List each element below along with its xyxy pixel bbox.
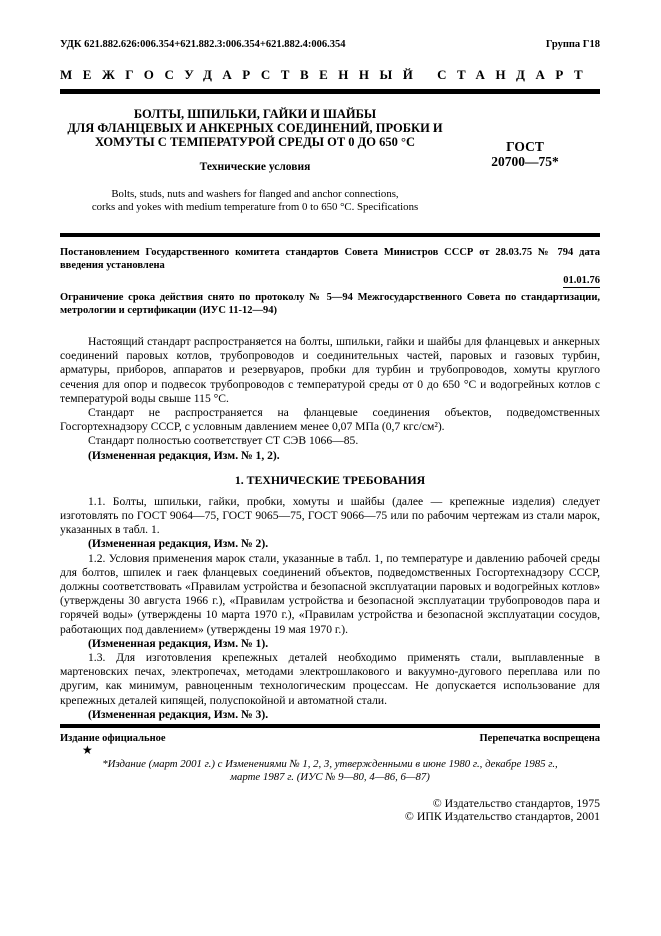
title-line-1: БОЛТЫ, ШПИЛЬКИ, ГАЙКИ И ШАЙБЫ [133, 107, 377, 121]
limitation-paragraph: Ограничение срока действия снято по протоколу № 5—94 Межгосударственного Совета по стандартизации, метрологии и сертификации (ИУС 11-12—94) [60, 292, 600, 316]
document-body [60, 335, 600, 722]
document-title [60, 107, 450, 149]
copyright-1975: © Издательство стандартов, 1975 [432, 795, 600, 810]
title-column [60, 107, 450, 214]
standard-designation [450, 107, 600, 214]
udk-classification: УДК 621.882.626:006.354+621.882.3:006.354+621.882.4:006.354 [60, 39, 346, 50]
copyright-block [60, 797, 600, 823]
scope-paragraph-1: Настоящий стандарт распространяется на болты, шпильки, гайки и шайбы для фланцевых и анкерных соединений паровых котлов, трубопроводов и соединительных частей, паровых и газовых турбин, арматуры, приборов, аппаратов и резервуаров, пробки для турбин и трубопроводов, хомуты круглого сечения для опор и подвесок трубопроводов с температурой среды от 0 до 650 °С и водогрейных котлов с температурой воды свыше 115 °С. [60, 335, 600, 405]
official-edition-label: Издание официальное [60, 733, 166, 744]
scope-paragraph-2: Стандарт не распространяется на фланцевые соединения объектов, подведомственных Госгортехнадзору СССР, с условным давлением менее 0,07 МПа (0,7 кгс/см²). [60, 406, 600, 434]
title-line-3: ХОМУТЫ С ТЕМПЕРАТУРОЙ СРЕДЫ ОТ 0 ДО 650 °С [94, 135, 416, 149]
clause-1-2-amendment: (Измененная редакция, Изм. № 1). [88, 636, 269, 650]
title-line-2: ДЛЯ ФЛАНЦЕВЫХ И АНКЕРНЫХ СОЕДИНЕНИЙ, ПРОБКИ И [67, 121, 443, 135]
english-title-line-1: Bolts, studs, nuts and washers for flanged and anchor connections, [111, 188, 399, 200]
footer-divider [60, 724, 600, 728]
document-subtitle: Технические условия [199, 161, 311, 173]
effective-date-line [60, 274, 600, 287]
header-divider [60, 89, 600, 94]
english-title-line-2: corks and yokes with medium temperature from 0 to 650 °C. Specifications [91, 201, 419, 213]
english-title [60, 188, 450, 214]
reprint-prohibited-label: Перепечатка воспрещена [479, 733, 600, 744]
title-section [60, 107, 600, 214]
scope-paragraph-3: Стандарт полностью соответствует СТ СЭВ 1066—85. [88, 434, 359, 448]
section-1-heading: 1. ТЕХНИЧЕСКИЕ ТРЕБОВАНИЯ [234, 472, 426, 487]
gost-label: ГОСТ [506, 139, 544, 154]
enactment-block [60, 247, 600, 317]
clause-1-2: 1.2. Условия применения марок стали, указанные в табл. 1, по температуре и давлению рабочей среды для болтов, шпилек и гаек фланцевых соединений объектов, подведомственных Госгортехнадзору СССР, должны соответствовать «Правилам устройства и безопасной эксплуатации паровых и водогрейных котлов» (утверждены 30 августа 1966 г.), «Правилам устройства и безопасной эксплуатации трубопроводов пара и горячей воды» (утверждены 10 марта 1970 г.), «Правилам устройства и безопасной эксплуатации сосудов, работающих под давлением» (утверждены 19 мая 1970 г.). [60, 551, 600, 636]
classification-row [60, 38, 600, 51]
footnote-star-icon: ★ [82, 743, 93, 757]
footer-notices-row [60, 732, 600, 745]
effective-date: 01.01.76 [563, 275, 600, 286]
scope-amendment-note: (Измененная редакция, Изм. № 1, 2). [88, 448, 280, 462]
gost-number: 20700—75* [491, 154, 559, 169]
page-footer [60, 724, 600, 823]
copyright-2001: © ИПК Издательство стандартов, 2001 [404, 808, 600, 823]
clause-1-1: 1.1. Болты, шпильки, гайки, пробки, хомуты и шайбы (далее — крепежные изделия) следует изготовлять по ГОСТ 9064—75, ГОСТ 9065—75, ГОСТ 9066—75 или по рабочим чертежам из стали марок, указанных в табл. 1. [60, 494, 600, 537]
clause-1-1-amendment: (Измененная редакция, Изм. № 2). [88, 537, 269, 551]
group-label: Группа Г18 [545, 39, 600, 50]
standard-type-heading: МЕЖГОСУДАРСТВЕННЫЙ СТАНДАРТ [60, 67, 594, 82]
clause-1-3-amendment: (Измененная редакция, Изм. № 3). [88, 707, 269, 721]
decree-paragraph: Постановлением Государственного комитета стандартов Совета Министров СССР от 28.03.75 № 794 дата введения установлена [60, 247, 600, 271]
clause-1-3: 1.3. Для изготовления крепежных деталей необходимо применять стали, выплавленные в мартеновских печах, электропечах, методами электрошлакового и вакуумно-дугового переплава или по другим, как минимум, равноценным технологическим процессам. Не допускается использование для крепежных деталей кипящей, полуспокойной и автоматной стали. [60, 651, 600, 707]
edition-footnote: *Издание (март 2001 г.) с Изменениями № 1, 2, 3, утвержденными в июне 1980 г., декабре 1985 г., марте 1987 г. (ИУС № 9—80, 4—86, 6—87) [102, 758, 558, 783]
title-divider [60, 233, 600, 237]
